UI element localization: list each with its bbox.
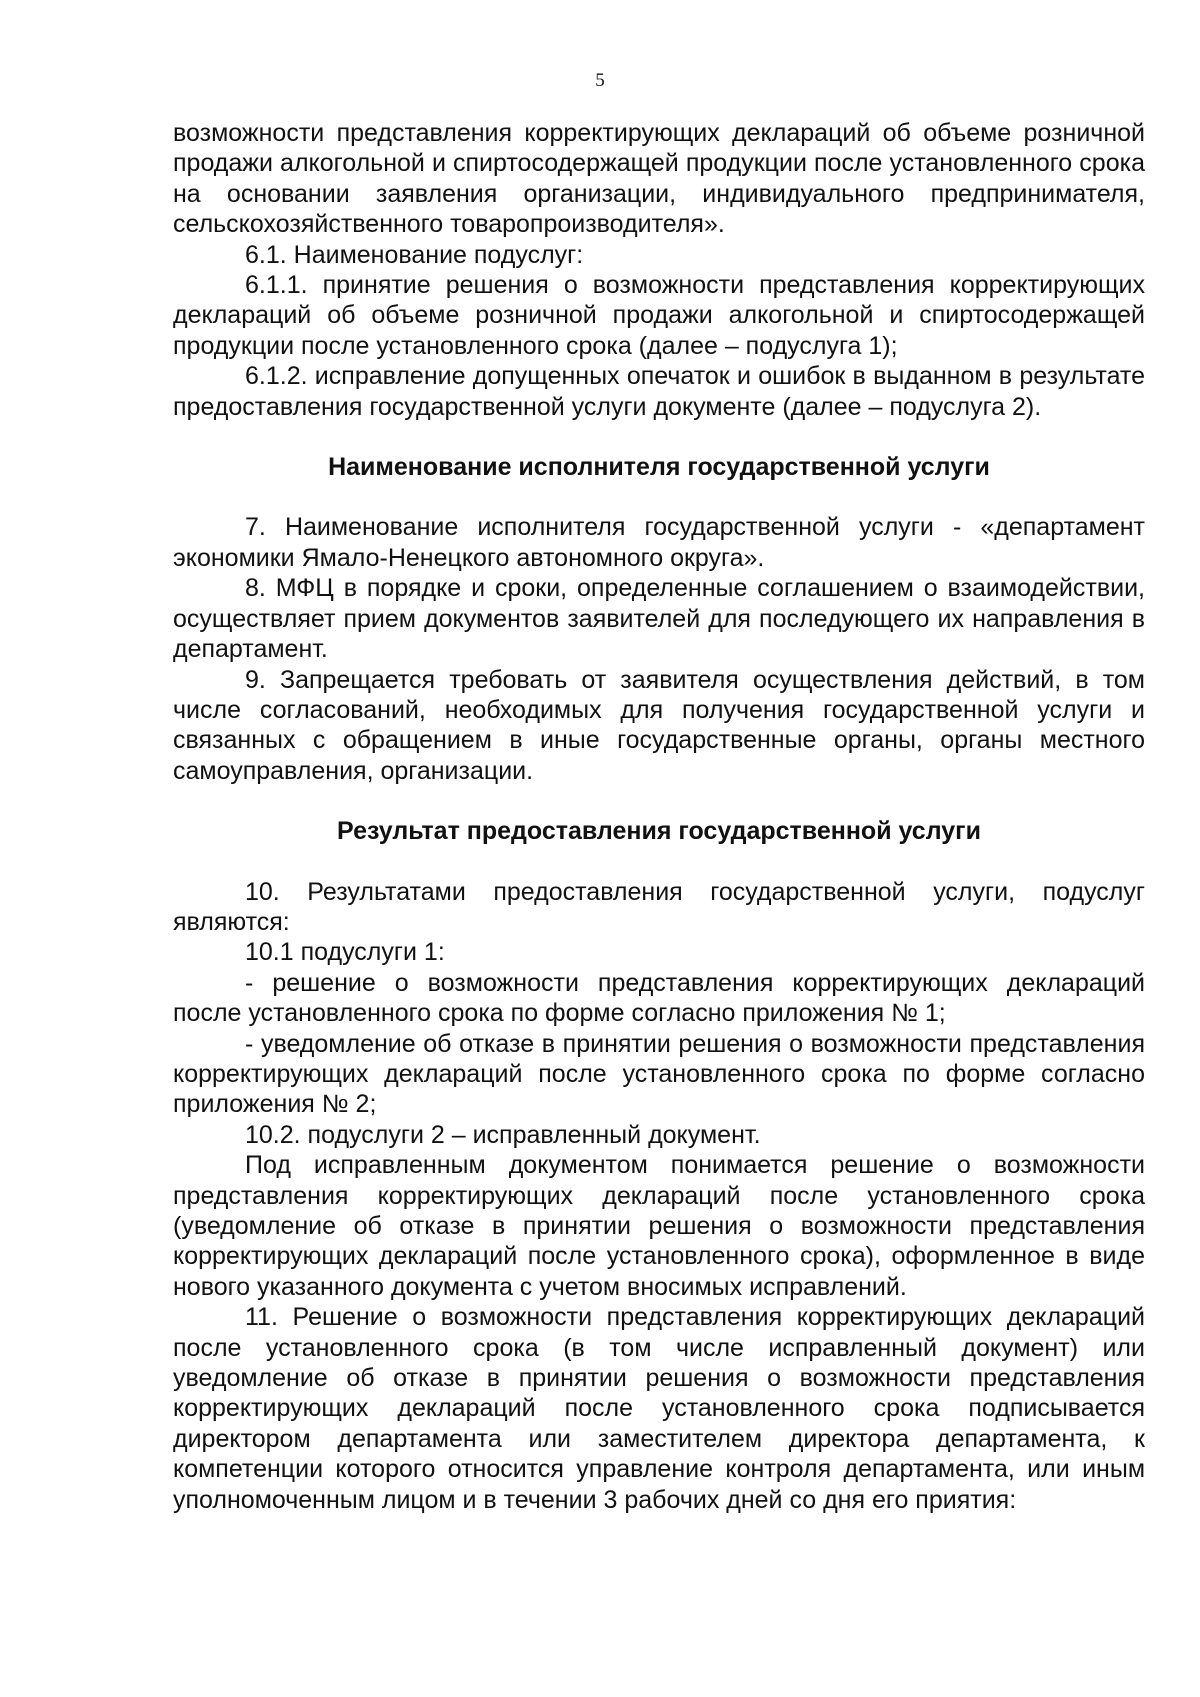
paragraph-10-2: 10.2. подуслуги 2 – исправленный документ. (245, 1120, 761, 1149)
paragraph-11: 11. Решение о возможности представления корректирующих деклараций после установленного срока (в том числе исправленный документ) или уведомление об отказе в принятии решения о возможности представления корректирующих деклараций после установленного срока подписывается директором департамента или заместителем директора департамента, к компетенции которого относится управление контроля департамента, или иным уполномоченным лицом и в течении 3 рабочих дней со дня его приятия: (173, 1303, 1145, 1514)
list-item-decision: - решение о возможности представления корректирующих деклараций после установленного срока по форме согласно приложения № 1; (173, 968, 1145, 1028)
paragraph-corrected-document: Под исправленным документом понимается решение о возможности представления корректирующих деклараций после установленного срока (уведомление об отказе в принятии решения о возможности представления корректирующих деклараций после установленного срока), оформленное в виде нового указанного документа с учетом вносимых исправлений. (173, 1151, 1145, 1301)
section-heading-executor: Наименование исполнителя государственной услуги (328, 453, 990, 482)
paragraph-continuation: возможности представления корректирующих деклараций об объеме розничной продажи алкогольной и спиртосодержащей продукции после установленного срока на основании заявления организации, индивидуального предпринимателя, сельскохозяйственного товаропроизводителя». (173, 119, 1145, 239)
page-number: 5 (595, 70, 605, 91)
paragraph-10: 10. Результатами предоставления государственной услуги, подуслуг являются: (173, 877, 1145, 936)
paragraph-6-1: 6.1. Наименование подуслуг: (245, 240, 584, 269)
list-item-refusal-notice: - уведомление об отказе в принятии решения о возможности представления корректирующих деклараций после установленного срока по форме согласно приложения № 2; (173, 1029, 1145, 1119)
paragraph-9: 9. Запрещается требовать от заявителя осуществления действий, в том числе согласований, необходимых для получения государственной услуги и связанных с обращением в иные государственные органы, органы местного самоуправления, организации. (173, 665, 1145, 785)
paragraph-6-1-2: 6.1.2. исправление допущенных опечаток и ошибок в выданном в результате предоставления государственной услуги документе (далее – подуслуга 2). (173, 362, 1145, 421)
paragraph-6-1-1: 6.1.1. принятие решения о возможности представления корректирующих деклараций об объеме розничной продажи алкогольной и спиртосодержащей продукции после установленного срока (далее – подуслуга 1); (173, 271, 1145, 360)
section-heading-result: Результат предоставления государственной услуги (337, 817, 981, 846)
document-body (173, 118, 1145, 1515)
paragraph-8: 8. МФЦ в порядке и сроки, определенные соглашением о взаимодействии, осуществляет прием документов заявителей для последующего их направления в департамент. (173, 574, 1145, 664)
paragraph-7: 7. Наименование исполнителя государственной услуги - «департамент экономики Ямало-Ненецкого автономного округа». (173, 513, 1145, 572)
paragraph-10-1: 10.1 подуслуги 1: (245, 938, 445, 967)
